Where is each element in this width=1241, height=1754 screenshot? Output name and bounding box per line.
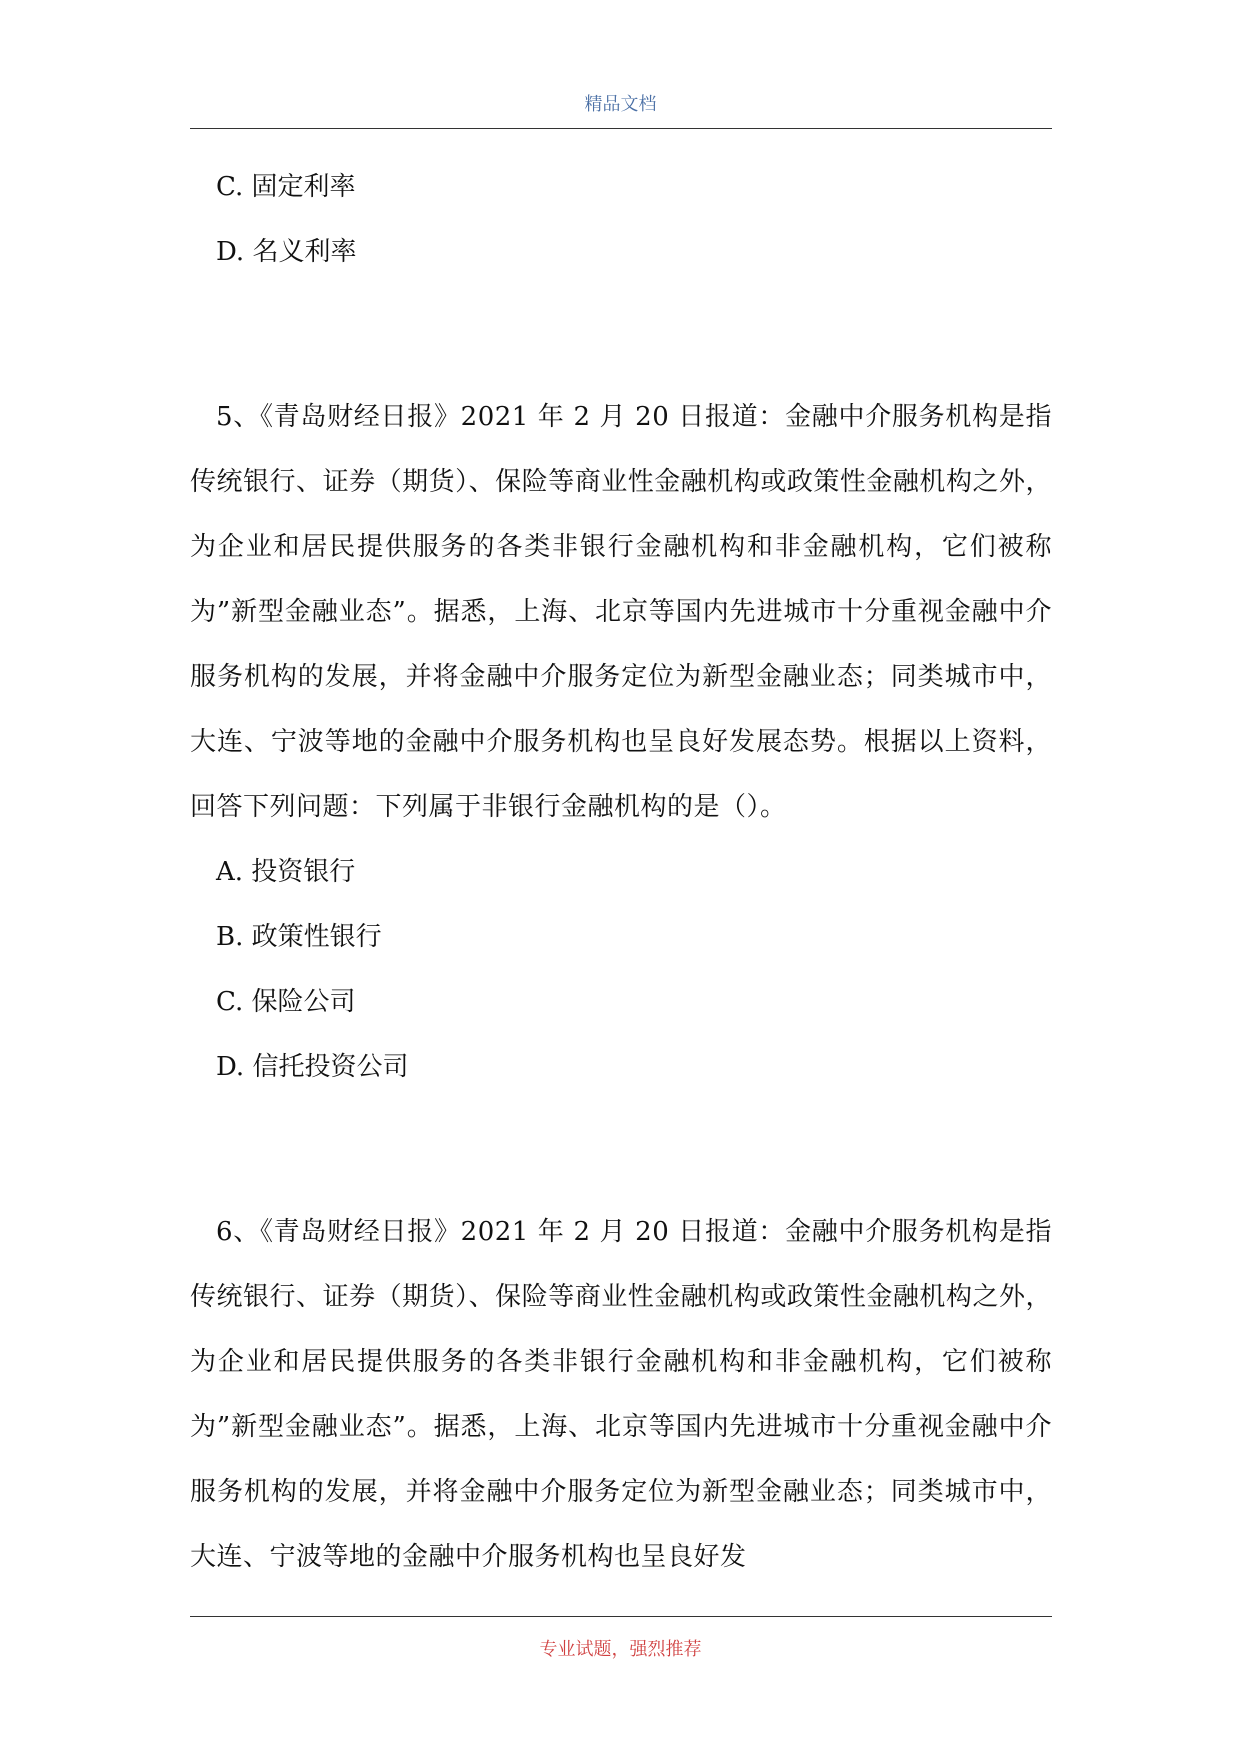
header-rule [190,128,1052,129]
question-5-option-b: B. 政策性银行 [216,922,382,952]
question-5-option-d: D. 信托投资公司 [216,1052,409,1082]
question-5-option-c: C. 保险公司 [216,987,356,1017]
question-5-option-a: A. 投资银行 [216,857,356,887]
option-d-prev: D. 名义利率 [216,237,357,267]
document-body [190,155,1052,1590]
option-c-prev: C. 固定利率 [216,172,356,202]
question-5-text: 5、《青岛财经日报》2021 年 2 月 20 日报道：金融中介服务机构是指传统银行、证券（期货）、保险等商业性金融机构或政策性金融机构之外，为企业和居民提供服务的各类非银行金融机构和非金融机构，它们被称为”新型金融业态”。据悉，上海、北京等国内先进城市十分重视金融中介服务机构的发展，并将金融中介服务定位为新型金融业态；同类城市中，大连、宁波等地的金融中介服务机构也呈良好发展态势。根据以上资料，回答下列问题：下列属于非银行金融机构的是（）。 [190,402,1052,822]
page-footer: 专业试题，强烈推荐 [539,1639,702,1660]
question-6-text: 6、《青岛财经日报》2021 年 2 月 20 日报道：金融中介服务机构是指传统银行、证券（期货）、保险等商业性金融机构或政策性金融机构之外，为企业和居民提供服务的各类非银行金融机构和非金融机构，它们被称为”新型金融业态”。据悉，上海、北京等国内先进城市十分重视金融中介服务机构的发展，并将金融中介服务定位为新型金融业态；同类城市中，大连、宁波等地的金融中介服务机构也呈良好发 [190,1217,1052,1572]
page-header: 精品文档 [584,94,657,115]
footer-rule [190,1616,1052,1617]
